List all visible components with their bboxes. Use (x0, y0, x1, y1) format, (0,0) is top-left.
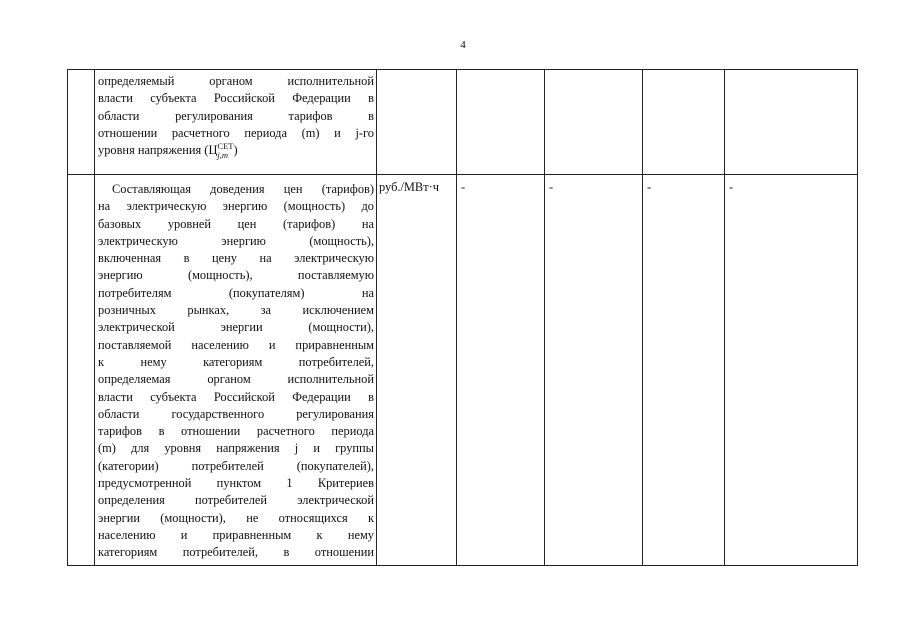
value-cell (643, 175, 725, 566)
tariff-table (67, 69, 858, 566)
description-line: к нему категориям потребителей, (98, 354, 374, 369)
value-cell (457, 175, 545, 566)
description-line: тарифов в отношении расчетного периода (98, 424, 374, 439)
description-line: энергию (мощность), поставляемую (98, 268, 374, 283)
unit-label: руб./МВт·ч (379, 180, 439, 194)
formula-base: Ц (208, 143, 218, 158)
value-cell (545, 70, 643, 175)
description-line: розничных рынках, за исключением (98, 303, 374, 318)
description-line: предусмотренной пунктом 1 Критериев (98, 476, 374, 491)
description-line: отношении расчетного периода (m) и j-го (98, 125, 374, 140)
description-line: включенная в цену на электрическую (98, 251, 374, 266)
value-dash: - (549, 180, 554, 194)
description-line: Составляющая доведения цен (тарифов) (112, 182, 374, 196)
description-line: области государственного регулирования (98, 406, 374, 421)
description-line: базовых уровней цен (тарифов) на (98, 216, 374, 231)
value-dash: - (647, 180, 652, 194)
table-row (68, 70, 858, 175)
description-cell (95, 70, 377, 175)
formula-prefix: уровня напряжения ( (98, 143, 209, 158)
description-line: энергии (мощности), не относящихся к (98, 510, 374, 525)
description-line: определяемая органом исполнительной (98, 372, 374, 387)
description-line: власти субъекта Российской Федерации в (98, 389, 374, 404)
description-line: на электрическую энергию (мощность) до (98, 199, 374, 214)
value-dash: - (461, 180, 466, 194)
description-line: населению и приравненным к нему (98, 527, 374, 542)
description-line (98, 142, 374, 160)
unit-cell (377, 70, 457, 175)
description-line: (m) для уровня напряжения j и группы (98, 441, 374, 456)
value-cell (725, 70, 858, 175)
formula-sup: СЕТ (217, 141, 234, 152)
description-line: электрическую энергию (мощность), (98, 233, 374, 248)
value-dash: - (729, 180, 734, 194)
value-cell (545, 175, 643, 566)
value-cell (643, 70, 725, 175)
formula-indices (217, 142, 233, 160)
description-line: власти субъекта Российской Федерации в (98, 91, 374, 106)
description-line: области регулирования тарифов в (98, 108, 374, 123)
description-line: категориям потребителей, в отношении (98, 545, 374, 560)
row-number-cell (68, 70, 95, 175)
description-line: (категории) потребителей (покупателей), (98, 458, 374, 473)
formula-suffix: ) (233, 143, 238, 158)
description-line: электрической энергии (мощности), (98, 320, 374, 335)
description-line: определяемый органом исполнительной (98, 74, 374, 88)
description-line: определения потребителей электрической (98, 493, 374, 508)
description-line: потребителям (покупателям) на (98, 285, 374, 300)
formula-sub: j,m (217, 150, 229, 161)
value-cell (457, 70, 545, 175)
row-number-cell (68, 175, 95, 566)
description-cell (95, 175, 377, 566)
unit-cell (377, 175, 457, 566)
description-line: поставляемой населению и приравненным (98, 337, 374, 352)
value-cell (725, 175, 858, 566)
page-number: 4 (460, 39, 466, 51)
table-row (68, 175, 858, 566)
